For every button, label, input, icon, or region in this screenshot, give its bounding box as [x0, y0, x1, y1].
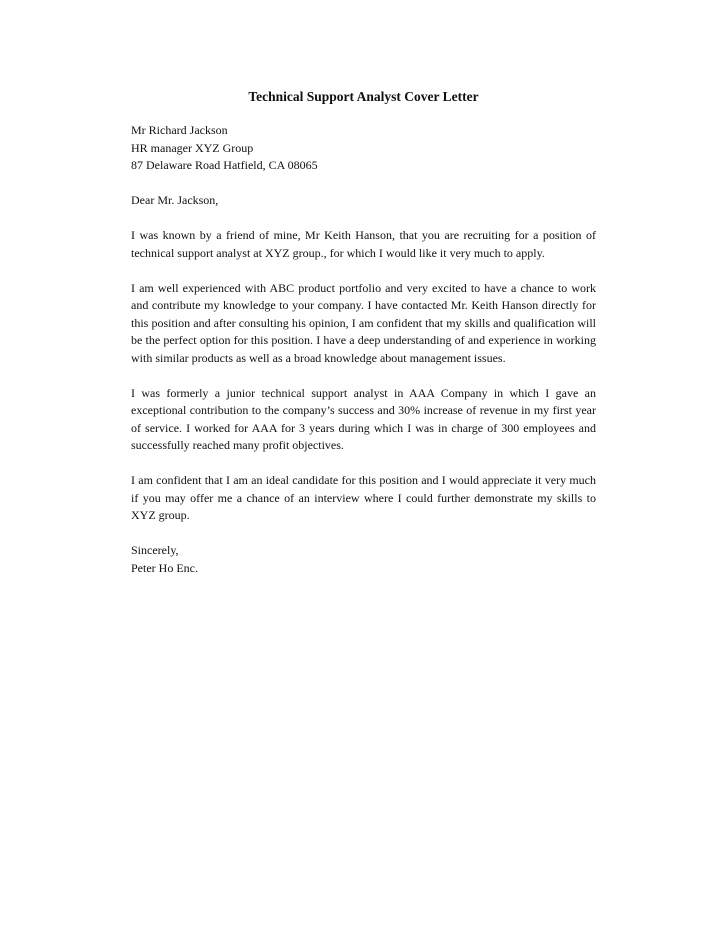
recipient-name: Mr Richard Jackson — [131, 123, 228, 137]
closing-block — [131, 542, 596, 577]
document-title: Technical Support Analyst Cover Letter — [248, 89, 479, 104]
closing: Sincerely, — [131, 543, 179, 557]
recipient-address: 87 Delaware Road Hatfield, CA 08065 — [131, 158, 318, 172]
salutation: Dear Mr. Jackson, — [131, 193, 219, 207]
body-paragraph-2: I am well experienced with ABC product portfolio and very excited to have a chance to work and contribute my knowledge to your company. I have contacted Mr. Keith Hanson directly for this position and after consulting his opinion, I am confident that my skills and qualification will be the perfect option for this position. I have a deep understanding of and experience in working with similar products as well as a broad knowledge about management issues. — [131, 280, 596, 365]
recipient-block — [131, 122, 596, 175]
body-paragraph-1: I was known by a friend of mine, Mr Keith Hanson, that you are recruiting for a position of technical support analyst at XYZ group., for which I would like it very much to apply. — [131, 228, 596, 260]
signature: Peter Ho Enc. — [131, 560, 198, 575]
body-paragraph-3: I was formerly a junior technical support analyst in AAA Company in which I gave an exceptional contribution to the company’s success and 30% increase of revenue in my first year of service. I worked for AAA for 3 years during which I was in charge of 300 employees and successfully reached many profit objectives. — [131, 385, 596, 452]
recipient-position: HR manager XYZ Group — [131, 140, 254, 155]
cover-letter — [131, 88, 596, 577]
body-paragraph-4: I am confident that I am an ideal candidate for this position and I would appreciate it very much if you may offer me a chance of an interview where I could further demonstrate my skills to XYZ group. — [131, 473, 596, 522]
